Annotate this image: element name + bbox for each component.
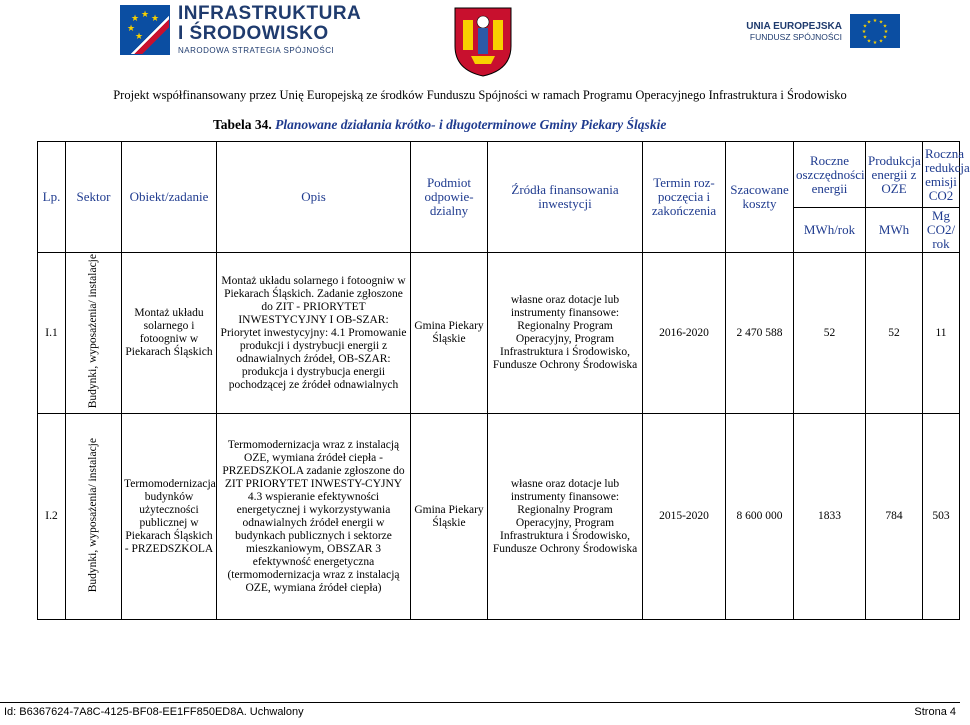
- cell-oszczednosci: 52: [794, 253, 866, 414]
- infrastruktura-logo: [120, 4, 361, 55]
- svg-text:★: ★: [883, 30, 889, 35]
- footer: [0, 706, 960, 718]
- svg-text:★: ★: [878, 20, 884, 26]
- infra-title-1: INFRASTRUKTURA: [178, 3, 362, 24]
- header-termin: Termin roz-poczęcia i zakończenia: [643, 142, 726, 253]
- footer-divider: [0, 702, 960, 703]
- ue-subtitle: FUNDUSZ SPÓJNOŚCI: [749, 31, 842, 42]
- cell-sektor: Budynki, wyposażenia/ instalacje: [66, 414, 122, 620]
- ue-fundusz-logo: [746, 14, 900, 48]
- svg-text:★: ★: [866, 20, 872, 26]
- eu-stars-flag-icon: [850, 14, 900, 48]
- svg-text:★: ★: [861, 30, 867, 35]
- header-zrodla: Źródła finansowania inwestycji: [488, 142, 643, 253]
- infra-title-2: I ŚRODOWISKO: [178, 23, 329, 44]
- svg-text:★: ★: [866, 39, 872, 45]
- cell-obiekt: Termomodernizacja budynków użyteczności publicznej w Piekarach Śląskich - PRZEDSZKOLA: [122, 414, 217, 620]
- table-caption: [213, 117, 666, 133]
- cell-termin: 2015-2020: [643, 414, 726, 620]
- page-number: Strona 4: [914, 706, 956, 718]
- table-row: [38, 414, 960, 620]
- header-oszczednosci: Roczne oszczędności energii: [794, 142, 866, 208]
- table-caption-label: Tabela 34.: [213, 117, 272, 132]
- infra-subtitle: NARODOWA STRATEGIA SPÓJNOŚCI: [178, 46, 335, 55]
- cell-produkcja: 784: [866, 414, 923, 620]
- header-redukcja: Roczna redukcja emisji CO2: [923, 142, 960, 208]
- cell-sektor: Budynki, wyposażenia/ instalacje: [66, 253, 122, 414]
- unit-redukcja: Mg CO2/ rok: [923, 208, 960, 253]
- cell-opis: Termomodernizacja wraz z instalacją OZE, wymiana źródeł ciepła - PRZEDSZKOLA zadanie zgłoszone do ZIT PRIORYTET INWESTY-CYJNY 4.3 wspieranie efektywności energetycznej i wykorzystywania odnawialnych źródeł energii w budynkach publicznych i sektorze mieszkaniowym, OBSZAR 3 efektywność energetyczna (termomodernizacja wraz z instalacją OZE, wymiana źródeł ciepła): [217, 414, 411, 620]
- header-produkcja: Produkcja energii z OZE: [866, 142, 923, 208]
- cell-lp: I.1: [38, 253, 66, 414]
- cell-oszczednosci: 1833: [794, 414, 866, 620]
- table-row: [38, 253, 960, 414]
- svg-text:★: ★: [872, 41, 878, 46]
- cell-podmiot: Gmina Piekary Śląskie: [411, 253, 488, 414]
- header-sektor: Sektor: [66, 142, 122, 253]
- unit-produkcja: MWh: [866, 208, 923, 253]
- cell-podmiot: Gmina Piekary Śląskie: [411, 414, 488, 620]
- cell-redukcja: 11: [923, 253, 960, 414]
- header-obiekt: Obiekt/zadanie: [122, 142, 217, 253]
- coat-of-arms-icon: [453, 6, 513, 78]
- eu-flag-icon: ★ ★ ★ ★ ★: [120, 5, 170, 55]
- document-id: Id: B6367624-7A8C-4125-BF08-EE1FF850ED8A. Uchwalony: [4, 706, 304, 718]
- cell-produkcja: 52: [866, 253, 923, 414]
- cell-obiekt: Montaż układu solarnego i fotoogniw w Piekarach Śląskich: [122, 253, 217, 414]
- header-lp: Lp.: [38, 142, 66, 253]
- unit-oszczednosci: MWh/rok: [794, 208, 866, 253]
- svg-text:★: ★: [882, 35, 888, 41]
- project-cofinancing-line: Projekt współfinansowany przez Unię Europejską ze środków Funduszu Spójności w ramach Programu Operacyjnego Infrastruktura i Środowisko: [113, 88, 847, 102]
- header-podmiot: Podmiot odpowie-dzialny: [411, 142, 488, 253]
- table-header-row: [38, 142, 960, 208]
- svg-text:★: ★: [872, 19, 878, 24]
- cell-zrodla: własne oraz dotacje lub instrumenty finansowe: Regionalny Program Operacyjny, Program Infrastruktura i Środowisko, Fundusze Ochrony Środowiska: [488, 253, 643, 414]
- header-koszty: Szacowane koszty: [726, 142, 794, 253]
- cell-zrodla: własne oraz dotacje lub instrumenty finansowe: Regionalny Program Operacyjny, Program Infrastruktura i Środowisko, Fundusze Ochrony Środowiska: [488, 414, 643, 620]
- svg-text:★: ★: [882, 24, 888, 30]
- svg-text:★: ★: [862, 24, 868, 30]
- svg-text:★: ★: [878, 39, 884, 45]
- cell-koszty: 2 470 588: [726, 253, 794, 414]
- cell-koszty: 8 600 000: [726, 414, 794, 620]
- ue-title: UNIA EUROPEJSKA: [746, 20, 842, 32]
- cell-opis: Montaż układu solarnego i fotoogniw w Piekarach Śląskich. Zadanie zgłoszone do ZIT - PRIORYTET INWESTYCYJNY I OB-SZAR: Priorytet inwestycyjny: 4.1 Promowanie produkcji i dystrybucji energii z odnawialnych źródeł, OB-SZAR: produkcja i dystrybucja energii pochodzącej ze źródeł odnawialnych: [217, 253, 411, 414]
- planned-actions-table: [37, 141, 970, 620]
- svg-text:★: ★: [862, 35, 868, 41]
- cell-redukcja: 503: [923, 414, 960, 620]
- table-caption-text: Planowane działania krótko- i długoterminowe Gminy Piekary Śląskie: [275, 117, 667, 132]
- cell-termin: 2016-2020: [643, 253, 726, 414]
- header-opis: Opis: [217, 142, 411, 253]
- cell-lp: I.2: [38, 414, 66, 620]
